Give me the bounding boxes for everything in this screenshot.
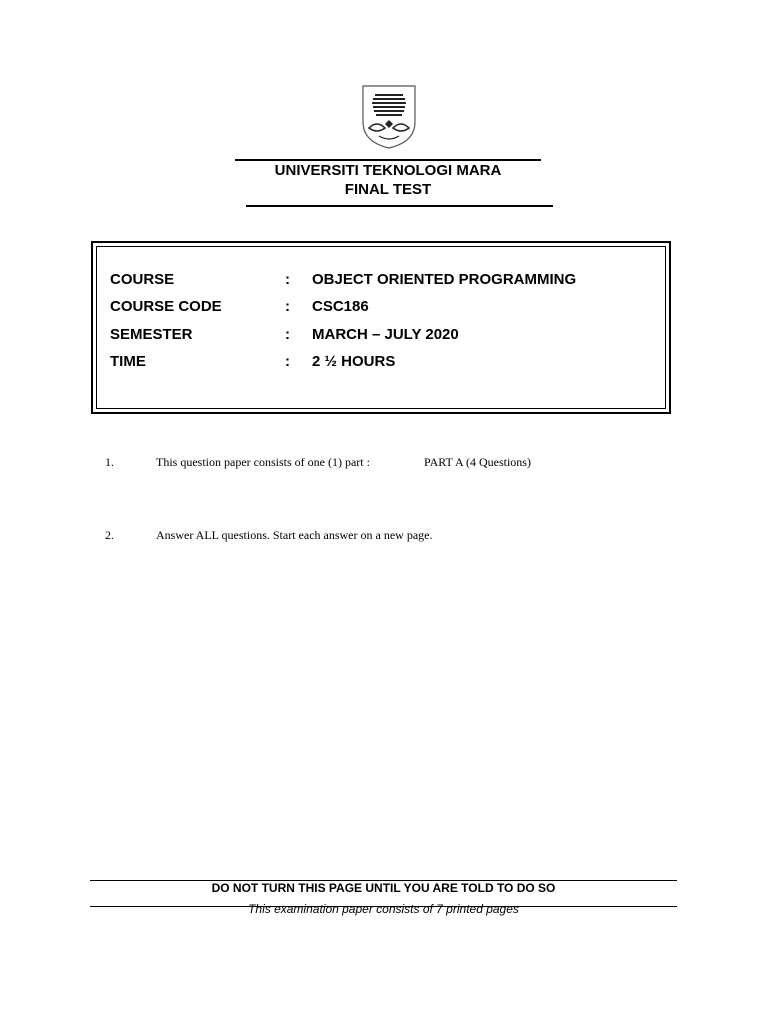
course-separator: : [285, 271, 290, 288]
exam-type-title: FINAL TEST [344, 181, 432, 198]
course-code-separator: : [285, 298, 290, 315]
time-separator: : [285, 353, 290, 370]
semester-label: SEMESTER [110, 326, 193, 343]
instruction-2-number: 2. [105, 528, 114, 542]
university-logo [359, 84, 419, 150]
header-top-rule [235, 159, 541, 161]
time-label: TIME [110, 353, 146, 370]
course-code-label: COURSE CODE [110, 298, 222, 315]
instruction-1-number: 1. [105, 455, 114, 469]
course-code-value: CSC186 [312, 298, 369, 315]
footer-warning: DO NOT TURN THIS PAGE UNTIL YOU ARE TOLD TO DO SO [211, 881, 556, 895]
footer-pages-note: This examination paper consists of 7 printed pages [248, 902, 519, 916]
time-value: 2 ½ HOURS [312, 353, 396, 370]
instruction-1-detail: PART A (4 Questions) [424, 455, 531, 469]
course-label: COURSE [110, 271, 175, 288]
semester-separator: : [285, 326, 290, 343]
instruction-2-text: Answer ALL questions. Start each answer on a new page. [156, 528, 433, 542]
semester-value: MARCH – JULY 2020 [312, 326, 459, 343]
course-value: OBJECT ORIENTED PROGRAMMING [312, 271, 577, 288]
university-name: UNIVERSITI TEKNOLOGI MARA [274, 162, 502, 179]
header-bottom-rule [246, 205, 553, 207]
instruction-1-text: This question paper consists of one (1) part : [156, 455, 370, 469]
